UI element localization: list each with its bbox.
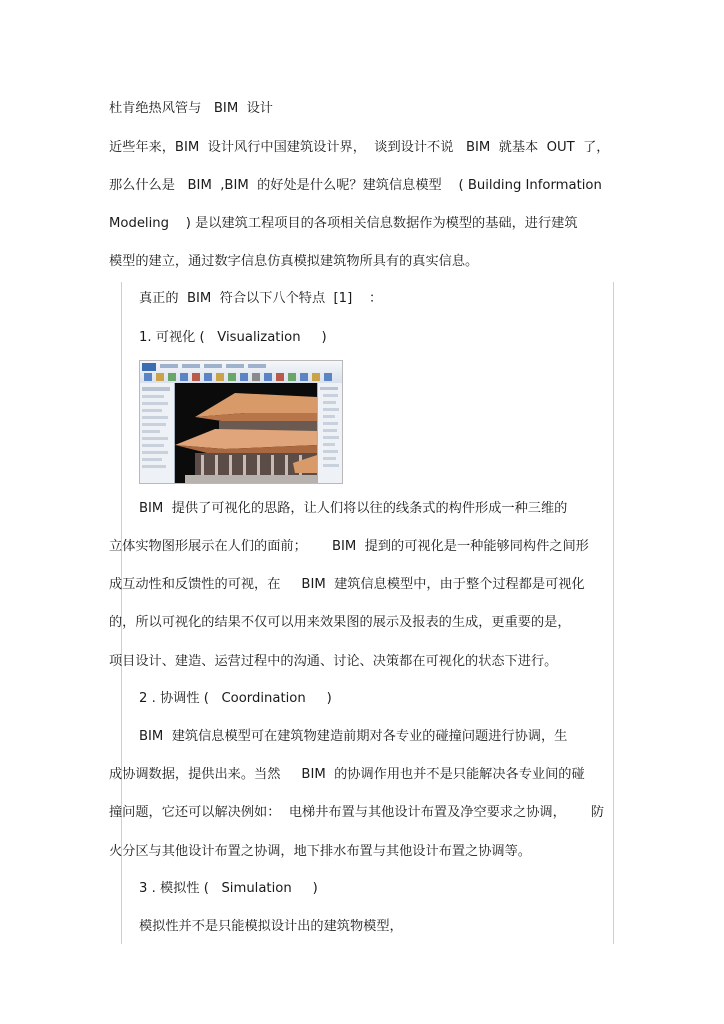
section-1-line-2: 立体实物图形展示在人们的面前； BIM 提到的可视化是一种能够同构件之间形 [109, 539, 589, 554]
section-1-line-4: 的，所以可视化的结果不仅可以用来效果图的展示及报表的生成，更重要的是， [109, 615, 571, 630]
intro-line-4: 模型的建立，通过数字信息仿真模拟建筑物所具有的真实信息。 [109, 254, 479, 269]
section-1-line-3: 成互动性和反馈性的可视，在 BIM 建筑信息模型中，由于整个过程都是可视化 [109, 577, 585, 592]
section-3-line-1: 模拟性并不是只能模拟设计出的建筑物模型， [139, 919, 403, 934]
features-intro: 真正的 BIM 符合以下八个特点 [1] ： [139, 291, 383, 306]
properties-panel [140, 383, 175, 483]
3d-model-viewport [175, 383, 317, 483]
section-1-heading: 1. 可视化 ( Visualization ) [139, 330, 327, 345]
palace-model-drawing [175, 383, 317, 483]
document-title: 杜肯绝热风管与 BIM 设计 [109, 101, 273, 116]
section-2-line-4: 火分区与其他设计布置之协调，地下排水布置与其他设计布置之协调等。 [109, 844, 531, 859]
section-2-line-2: 成协调数据，提供出来。当然 BIM 的协调作用也并不是只能解决各专业间的碰 [109, 767, 585, 782]
bim-screenshot-figure [139, 360, 343, 484]
section-1-line-5: 项目设计、建造、运营过程中的沟通、讨论、决策都在可视化的状态下进行。 [109, 654, 558, 669]
section-2-line-1: BIM 建筑信息模型可在建筑物建造前期对各专业的碰撞问题进行协调，生 [139, 729, 568, 744]
intro-line-2: 那么什么是 BIM ,BIM 的好处是什么呢？建筑信息模型 ( Building Information [109, 178, 602, 193]
section-3-heading: 3 . 模拟性 ( Simulation ) [139, 881, 318, 896]
intro-line-1: 近些年来，BIM 设计风行中国建筑设计界， 谈到设计不说 BIM 就基本 OUT 了， [109, 140, 610, 155]
section-2-line-3: 撞问题，它还可以解决例如： 电梯井布置与其他设计布置及净空要求之协调， 防 [109, 805, 605, 820]
section-1-line-1: BIM 提供了可视化的思路，让人们将以往的线条式的构件形成一种三维的 [139, 501, 568, 516]
ribbon-icons [140, 361, 342, 383]
software-ribbon [140, 361, 342, 384]
intro-line-3: Modeling ) 是以建筑工程项目的各项相关信息数据作为模型的基础，进行建筑 [109, 216, 578, 231]
frame-border-right [613, 282, 614, 944]
properties-rows [140, 383, 174, 483]
section-2-heading: 2 . 协调性 ( Coordination ) [139, 691, 332, 706]
project-browser-panel [317, 383, 342, 483]
browser-tree-rows [318, 383, 342, 483]
